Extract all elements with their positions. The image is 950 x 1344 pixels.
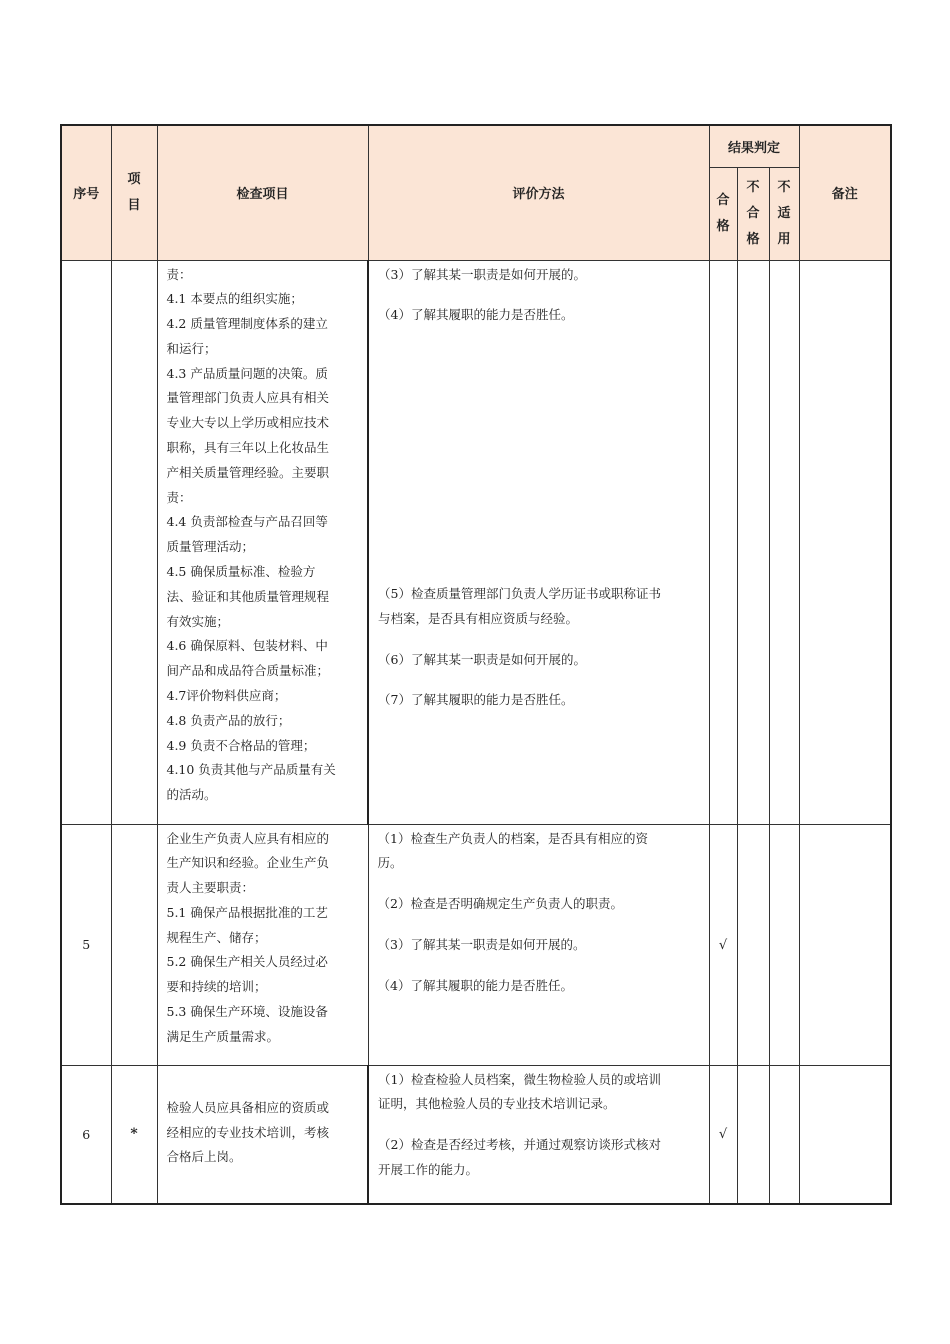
check-item-line: 要和持续的培训； <box>166 979 267 995</box>
check-item-line: 4.7评价物料供应商； <box>166 688 287 704</box>
method-block <box>369 1066 709 1203</box>
method-block <box>369 825 709 1019</box>
check-item-text <box>158 825 368 1054</box>
check-item-line: 责： <box>166 266 192 282</box>
method-paragraph <box>378 263 701 288</box>
row-check-item <box>157 260 368 824</box>
method-line: 历。 <box>377 855 403 871</box>
row-star <box>111 260 157 824</box>
row-fail <box>737 260 769 824</box>
method-line: （4）了解其履职的能力是否胜任。 <box>378 307 574 323</box>
check-item-line: 4.9 负责不合格品的管理； <box>166 737 316 753</box>
method-paragraph <box>378 1068 701 1118</box>
check-item-line: 合格后上岗。 <box>166 1149 242 1165</box>
check-item-line: 责： <box>166 489 192 505</box>
method-line: 证明，其他检验人员的专业技术培训记录。 <box>378 1096 616 1112</box>
row-na <box>769 260 799 824</box>
table-row <box>61 260 891 824</box>
row-pass: √ <box>709 1065 737 1204</box>
method-line: （3）了解其某一职责是如何开展的。 <box>377 936 586 952</box>
check-item-line: 4.8 负责产品的放行； <box>166 712 291 728</box>
method-block-a <box>369 261 709 349</box>
inspection-table <box>60 124 892 1205</box>
row-seq <box>61 260 111 824</box>
check-item-line: 4.10 负责其他与产品质量有关 <box>166 762 336 778</box>
row-method <box>368 824 709 1065</box>
check-item-line: 法、验证和其他质量管理规程 <box>166 588 330 604</box>
row-seq: 6 <box>61 1065 111 1204</box>
row-check-item <box>157 824 368 1065</box>
header-item: 项目 <box>111 125 157 260</box>
check-item-line: 规程生产、储存； <box>166 929 267 945</box>
header-method: 评价方法 <box>368 125 709 260</box>
check-item-text <box>158 261 368 813</box>
header-pass: 合格 <box>709 167 737 260</box>
check-item-line: 5.1 确保产品根据批准的工艺 <box>166 904 328 920</box>
check-item-line: 5.2 确保生产相关人员经过必 <box>166 954 328 970</box>
method-line: （5）检查质量管理部门负责人学历证书或职称证书 <box>378 586 661 602</box>
check-item-line: 满足生产质量需求。 <box>166 1028 280 1044</box>
method-paragraph <box>378 827 701 877</box>
table-row <box>61 824 891 1065</box>
method-block-b <box>369 580 709 733</box>
header-fail: 不合格 <box>737 167 769 260</box>
check-item-line: 量管理部门负责人应具有相关 <box>166 390 330 406</box>
method-line: （2）检查是否明确规定生产负责人的职责。 <box>377 896 623 912</box>
method-line: （1）检查检验人员档案，微生物检验人员的或培训 <box>378 1071 661 1087</box>
method-paragraph <box>378 582 701 632</box>
check-item-line: 有效实施； <box>166 613 230 629</box>
header-check-item: 检查项目 <box>157 125 368 260</box>
check-item-line: 检验人员应具备相应的资质或 <box>166 1099 330 1115</box>
method-paragraph <box>378 892 701 917</box>
row-check-item <box>157 1065 368 1204</box>
method-paragraph <box>378 1133 701 1183</box>
header-remark: 备注 <box>799 125 891 260</box>
row-remark <box>799 260 891 824</box>
check-item-line: 和运行； <box>166 340 217 356</box>
row-remark <box>799 1065 891 1204</box>
check-item-line: 专业大专以上学历或相应技术 <box>166 415 330 431</box>
method-line: （7）了解其履职的能力是否胜任。 <box>378 692 574 708</box>
check-item-line: 间产品和成品符合质量标准； <box>166 663 330 679</box>
header-seq: 序号 <box>61 125 111 260</box>
table-header <box>61 125 891 260</box>
method-line: 开展工作的能力。 <box>378 1161 479 1177</box>
method-paragraph <box>378 648 701 673</box>
check-item-line: 4.6 确保原料、包装材料、中 <box>166 638 328 654</box>
row-pass <box>709 260 737 824</box>
row-pass: √ <box>709 824 737 1065</box>
check-item-line: 的活动。 <box>166 787 217 803</box>
method-line: （6）了解其某一职责是如何开展的。 <box>378 651 586 667</box>
method-line: 与档案，是否具有相应资质与经验。 <box>378 610 579 626</box>
header-na: 不适用 <box>769 167 799 260</box>
table-row <box>61 1065 891 1204</box>
check-item-line: 生产知识和经验。企业生产负 <box>166 855 330 871</box>
method-paragraph <box>378 688 701 713</box>
method-line: （2）检查是否经过考核，并通过观察访谈形式核对 <box>378 1137 661 1153</box>
check-item-line: 4.5 确保质量标准、检验方 <box>166 564 316 580</box>
check-item-line: 产相关质量管理经验。主要职 <box>166 464 330 480</box>
check-item-line: 4.3 产品质量问题的决策。质 <box>166 365 328 381</box>
method-paragraph <box>378 933 701 958</box>
row-fail <box>737 1065 769 1204</box>
check-item-text <box>158 1094 368 1174</box>
method-paragraph <box>378 303 701 328</box>
check-item-line: 4.2 质量管理制度体系的建立 <box>166 316 328 332</box>
check-item-line: 责人主要职责： <box>166 880 255 896</box>
row-star: * <box>111 1065 157 1204</box>
row-seq: 5 <box>61 824 111 1065</box>
row-remark <box>799 824 891 1065</box>
row-star <box>111 824 157 1065</box>
method-paragraph <box>378 974 701 999</box>
row-method <box>368 1065 709 1204</box>
row-na <box>769 1065 799 1204</box>
check-item-line: 职称，具有三年以上化妆品生 <box>166 440 330 456</box>
check-item-line: 企业生产负责人应具有相应的 <box>166 830 330 846</box>
row-fail <box>737 824 769 1065</box>
check-item-line: 4.4 负责部检查与产品召回等 <box>166 514 328 530</box>
header-result: 结果判定 <box>709 125 799 167</box>
row-na <box>769 824 799 1065</box>
method-line: （3）了解其某一职责是如何开展的。 <box>378 266 586 282</box>
check-item-line: 质量管理活动； <box>166 539 255 555</box>
row-method <box>368 260 709 824</box>
method-line: （4）了解其履职的能力是否胜任。 <box>377 977 573 993</box>
method-line: （1）检查生产负责人的档案，是否具有相应的资 <box>377 830 648 846</box>
check-item-line: 4.1 本要点的组织实施； <box>166 291 303 307</box>
check-item-line: 经相应的专业技术培训，考核 <box>166 1124 330 1140</box>
check-item-line: 5.3 确保生产环境、设施设备 <box>166 1004 328 1020</box>
